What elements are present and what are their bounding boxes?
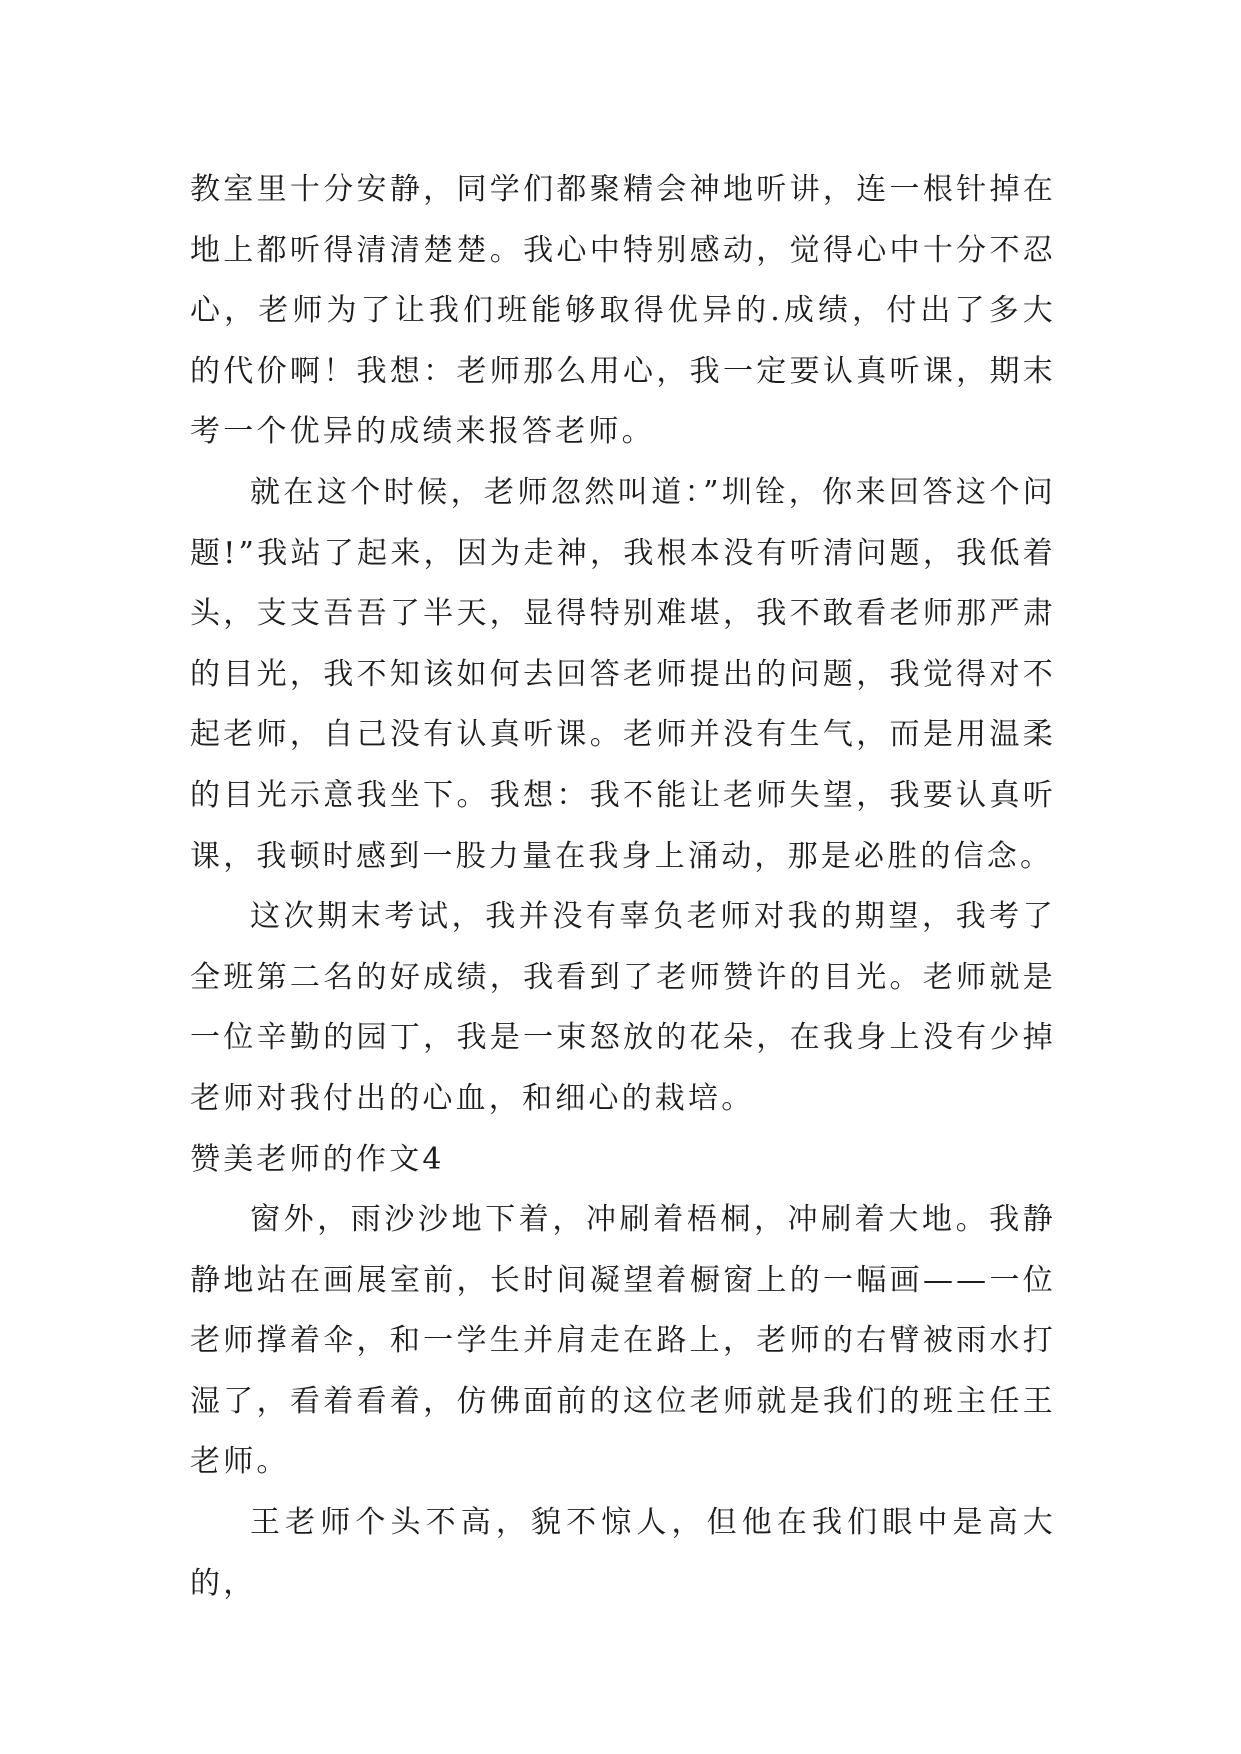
paragraph-answer-question: 就在这个时候，老师忽然叫道：”圳铨，你来回答这个问题!”我站了起来，因为走神，我根本没有听清问题，我低着头，支支吾吾了半天，显得特别难堪，我不敢看老师那严肃的目光，我不知该如何去回答老师提出的问题，我觉得对不起老师，自己没有认真听课。老师并没有生气，而是用温柔的目光示意我坐下。我想：我不能让老师失望，我要认真听课，我顿时感到一股力量在我身上涌动，那是必胜的信念。 xyxy=(190,474,1056,874)
section-heading: 赞美老师的作文4 xyxy=(190,1141,445,1177)
paragraph-continuation: 教室里十分安静，同学们都聚精会神地听讲，连一根针掉在地上都听得清清楚楚。我心中特别感动，觉得心中十分不忍心，老师为了让我们班能够取得优异的.成绩，付出了多大的代价啊！我想：老师那么用心，我一定要认真听课，期末考一个优异的成绩来报答老师。 xyxy=(190,172,1056,450)
paragraph-teacher-wang: 王老师个头不高，貌不惊人，但他在我们眼中是高大的， xyxy=(190,1505,1056,1601)
paragraph-rain-painting: 窗外，雨沙沙地下着，冲刷着梧桐，冲刷着大地。我静静地站在画展室前，长时间凝望着橱窗上的一幅画——一位老师撑着伞，和一学生并肩走在路上，老师的右臂被雨水打湿了，看着看着，仿佛面前的这位老师就是我们的班主任王老师。 xyxy=(190,1202,1056,1480)
paragraph-final-exam: 这次期末考试，我并没有辜负老师对我的期望，我考了全班第二名的好成绩，我看到了老师赞许的目光。老师就是一位辛勤的园丁，我是一束怒放的花朵，在我身上没有少掉老师对我付出的心血，和细心的栽培。 xyxy=(190,899,1056,1116)
document-body xyxy=(190,160,1056,1614)
